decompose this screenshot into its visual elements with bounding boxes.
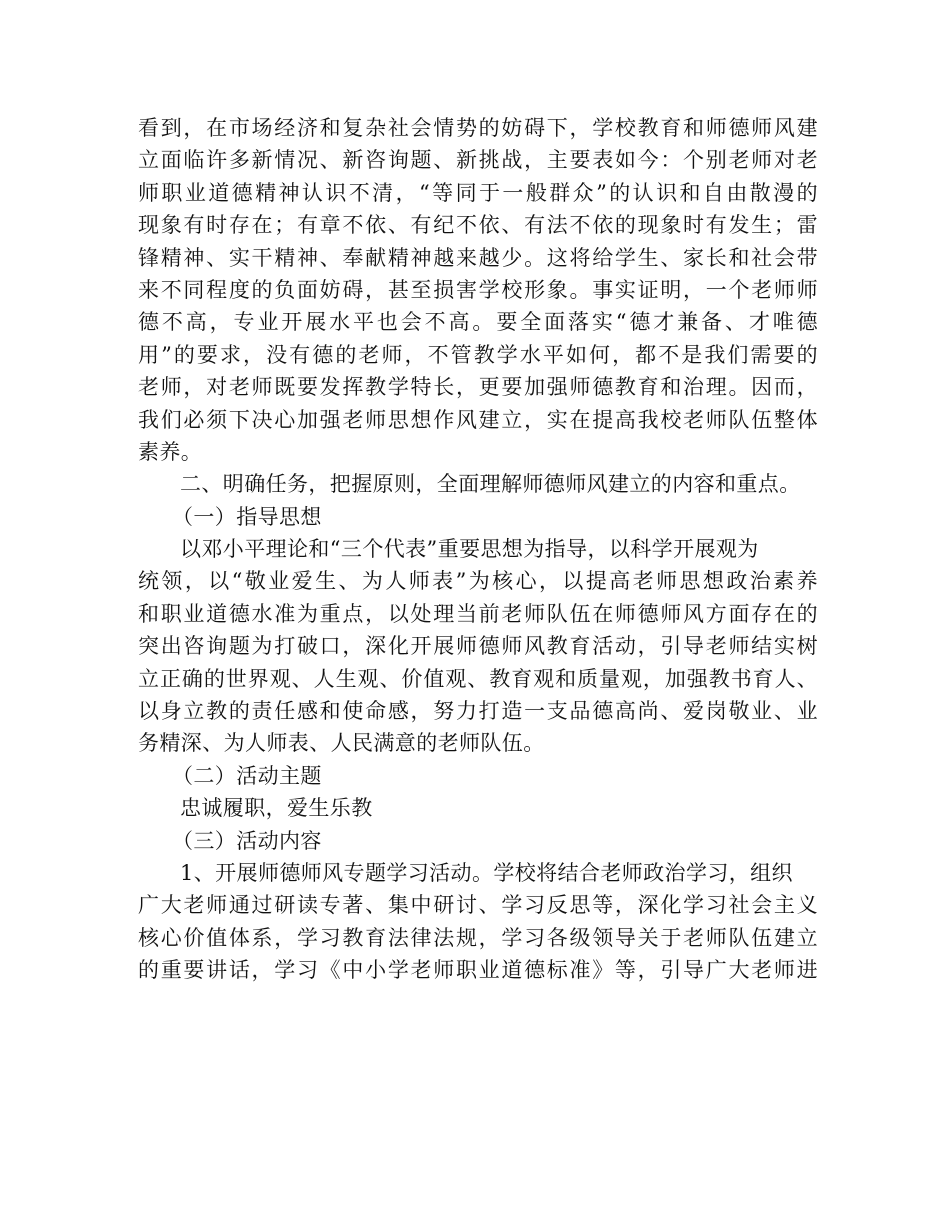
text-line: 师职业道德精神认识不清，“等同于一般群众”的认识和自由散漫的 bbox=[138, 180, 818, 205]
text-line: 立面临许多新情况、新咨询题、新挑战，主要表如今：个别老师对老 bbox=[138, 148, 818, 173]
text-line: 德不高，专业开展水平也会不高。要全面落实“德才兼备、才唯德 bbox=[138, 310, 818, 335]
text-line: 素养。 bbox=[138, 439, 203, 464]
text-line: 看到，在市场经济和复杂社会情势的妨碍下，学校教育和师德师风建 bbox=[138, 116, 818, 140]
text-line: 核心价值体系，学习教育法律法规，学习各级领导关于老师队伍建立 bbox=[138, 925, 818, 950]
section-heading: 二、明确任务，把握原则，全面理解师德师风建立的内容和重点。 bbox=[180, 472, 801, 497]
text-line: 忠诚履职，爱生乐教 bbox=[180, 796, 373, 821]
text-line: 广大老师通过研读专著、集中研讨、学习反思等，深化学习社会主义 bbox=[138, 893, 818, 918]
text-line: 统领，以“敬业爱生、为人师表”为核心，以提高老师思想政治素养 bbox=[138, 569, 818, 594]
subsection-heading: （三）活动内容 bbox=[172, 828, 322, 853]
text-line: 突出咨询题为打破口，深化开展师德师风教育活动，引导老师结实树 bbox=[138, 634, 818, 659]
text-line: 的重要讲话，学习《中小学老师职业道德标准》等，引导广大老师进 bbox=[138, 958, 818, 983]
text-line: 1、开展师德师风专题学习活动。学校将结合老师政治学习，组织 bbox=[180, 860, 793, 885]
text-line: 我们必须下决心加强老师思想作风建立，实在提高我校老师队伍整体 bbox=[138, 407, 818, 432]
text-line: 现象有时存在；有章不依、有纪不依、有法不依的现象时有发生；雷 bbox=[138, 213, 818, 238]
text-line: 来不同程度的负面妨碍，甚至损害学校形象。事实证明，一个老师师 bbox=[138, 277, 818, 302]
text-line: 立正确的世界观、人生观、价值观、教育观和质量观，加强教书育人、 bbox=[138, 666, 818, 691]
text-line: 和职业道德水准为重点，以处理当前老师队伍在师德师风方面存在的 bbox=[138, 601, 818, 626]
text-line: 用”的要求，没有德的老师，不管教学水平如何，都不是我们需要的 bbox=[138, 342, 818, 367]
text-line: 以邓小平理论和“三个代表”重要思想为指导，以科学开展观为 bbox=[180, 537, 759, 562]
subsection-heading: （二）活动主题 bbox=[172, 763, 322, 788]
subsection-heading: （一）指导思想 bbox=[172, 504, 322, 529]
text-line: 务精深、为人师表、人民满意的老师队伍。 bbox=[138, 731, 545, 756]
text-line: 锋精神、实干精神、奉献精神越来越少。这将给学生、家长和社会带 bbox=[138, 245, 818, 270]
document-body bbox=[138, 112, 818, 987]
text-line: 以身立教的责任感和使命感，努力打造一支品德高尚、爱岗敬业、业 bbox=[138, 699, 818, 724]
text-line: 老师，对老师既要发挥教学特长，更要加强师德教育和治理。因而， bbox=[138, 375, 818, 400]
